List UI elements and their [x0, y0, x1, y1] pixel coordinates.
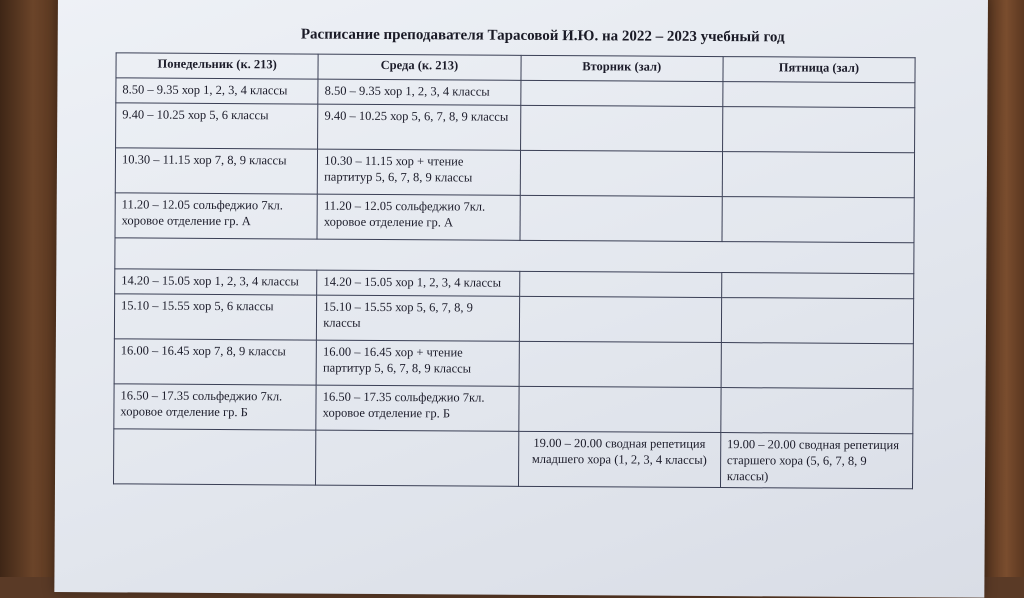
schedule-title: Расписание преподавателя Тарасовой И.Ю. на 2022 – 2023 учебный год [300, 26, 785, 46]
table-cell: 9.40 – 10.25 хор 5, 6, 7, 8, 9 классы [318, 104, 521, 150]
table-row [114, 339, 913, 389]
header-tuesday: Вторник (зал) [521, 55, 723, 81]
table-cell [520, 150, 723, 196]
table-row [116, 103, 915, 153]
table-cell [721, 273, 913, 299]
header-monday: Понедельник (к. 213) [116, 53, 318, 79]
table-cell: 8.50 – 9.35 хор 1, 2, 3, 4 классы [318, 79, 520, 105]
table-cell [721, 298, 913, 344]
schedule-table [113, 52, 916, 489]
wooden-door-frame-left [0, 0, 60, 577]
table-cell: 11.20 – 12.05 сольфеджио 7кл. хоровое отделение гр. А [115, 193, 318, 239]
table-cell [519, 271, 721, 297]
schedule-sheet [54, 0, 988, 598]
table-cell: 16.50 – 17.35 сольфеджио 7кл. хоровое отделение гр. Б [114, 384, 317, 430]
table-row [113, 429, 912, 489]
table-row [115, 148, 914, 198]
table-cell: 10.30 – 11.15 хор + чтение партитур 5, 6, 7, 8, 9 классы [318, 149, 521, 195]
table-cell: 10.30 – 11.15 хор 7, 8, 9 классы [115, 148, 318, 194]
table-cell [722, 197, 914, 243]
table-cell [520, 195, 723, 241]
table-cell [520, 105, 723, 151]
table-cell: 16.00 – 16.45 хор 7, 8, 9 классы [114, 339, 317, 385]
empty-break-cell [115, 238, 914, 274]
table-cell [722, 152, 914, 198]
table-cell [316, 430, 519, 486]
table-cell: 16.50 – 17.35 сольфеджио 7кл. хоровое отделение гр. Б [316, 385, 519, 431]
table-cell [518, 386, 721, 432]
table-cell: 19.00 – 20.00 сводная репетиция младшего хора (1, 2, 3, 4 классы) [518, 431, 721, 487]
table-cell: 9.40 – 10.25 хор 5, 6 классы [116, 103, 319, 149]
table-row [114, 384, 913, 434]
table-cell: 19.00 – 20.00 сводная репетиция старшего хора (5, 6, 7, 8, 9 классы) [720, 433, 913, 489]
table-cell [113, 429, 316, 485]
table-cell [519, 341, 722, 387]
table-cell [723, 82, 915, 108]
table-cell [520, 80, 722, 106]
table-cell [721, 343, 913, 389]
table-cell: 11.20 – 12.05 сольфеджио 7кл. хоровое отделение гр. А [317, 194, 520, 240]
table-cell [519, 296, 722, 342]
table-cell: 14.20 – 15.05 хор 1, 2, 3, 4 классы [115, 269, 317, 295]
table-cell: 8.50 – 9.35 хор 1, 2, 3, 4 классы [116, 78, 318, 104]
header-friday: Пятница (зал) [723, 57, 915, 83]
table-cell [721, 388, 913, 434]
table-row [115, 193, 914, 243]
table-cell: 16.00 – 16.45 хор + чтение партитур 5, 6, 7, 8, 9 классы [316, 340, 519, 386]
table-cell: 15.10 – 15.55 хор 5, 6, 7, 8, 9 классы [317, 295, 520, 341]
lunch-break-row [115, 238, 914, 274]
table-cell [722, 107, 914, 153]
table-row [114, 294, 913, 344]
table-cell: 15.10 – 15.55 хор 5, 6 классы [114, 294, 317, 340]
table-cell: 14.20 – 15.05 хор 1, 2, 3, 4 классы [317, 270, 519, 296]
header-wednesday: Среда (к. 213) [318, 54, 520, 80]
